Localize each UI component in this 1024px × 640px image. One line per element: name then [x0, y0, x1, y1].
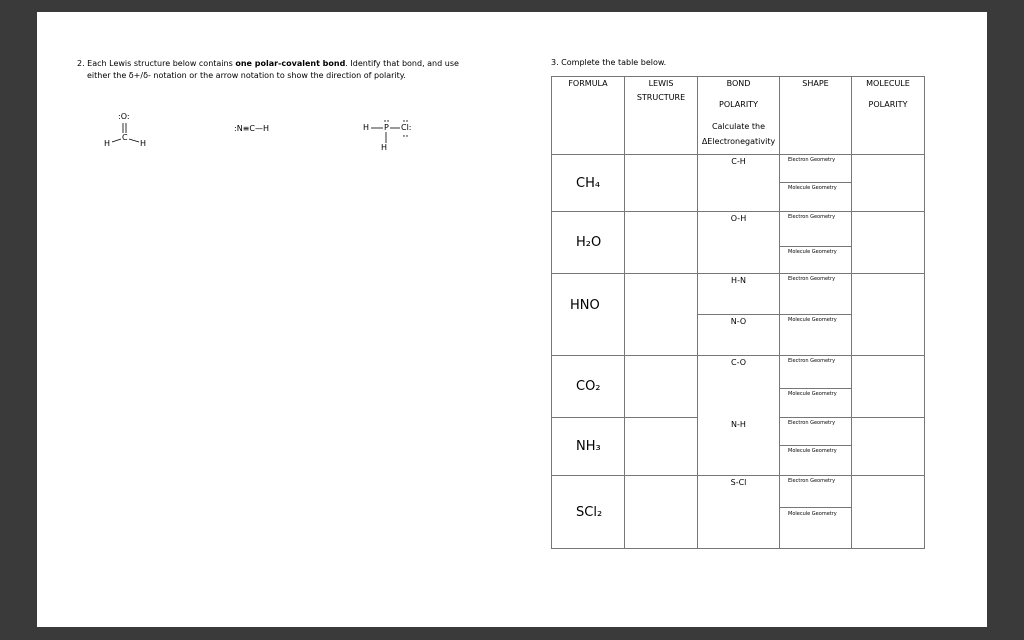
molecule-polarity-cell[interactable] [852, 274, 925, 356]
bond-polarity-cell[interactable] [698, 356, 780, 418]
molecule-geometry-label: Molecule Geometry [788, 317, 837, 323]
lewis-structure-cell[interactable] [625, 155, 698, 212]
electron-geometry-label: Electron Geometry [788, 214, 836, 220]
bond-label: O-H [730, 214, 747, 223]
hcn-formula: :N≡C—H [234, 124, 269, 133]
header-bond-polarity: BOND POLARITY Calculate the ΔElectronegativity [698, 77, 780, 155]
lewis-structure-hcn [234, 124, 294, 138]
bond-polarity-cell[interactable] [698, 274, 780, 356]
table-row [552, 155, 925, 212]
header-row [552, 77, 925, 155]
lewis-structure-cell[interactable] [625, 274, 698, 356]
bond-label: C-O [731, 358, 746, 367]
table-row [552, 356, 925, 418]
bond-label: S-Cl [730, 478, 747, 487]
lewis-structure-cell[interactable] [625, 356, 698, 418]
table-row [552, 418, 925, 476]
bond-label: N-O [730, 317, 747, 326]
hydrogen-atom: H [140, 139, 147, 148]
formula-cell: CO₂ [552, 356, 625, 418]
formula-cell: CH₄ [552, 155, 625, 212]
chlorine-atom: Cl: [401, 123, 412, 132]
header-lewis-structure: LEWIS STRUCTURE [625, 77, 698, 155]
molecule-polarity-cell[interactable] [852, 418, 925, 476]
table-row [552, 274, 925, 356]
bond-label: C-H [731, 157, 746, 166]
question-2 [77, 58, 497, 82]
lewis-structure-cell[interactable] [625, 476, 698, 549]
lewis-structure-formaldehyde [104, 112, 154, 152]
bond-lines [363, 120, 423, 154]
hydrogen-atom: H [363, 123, 370, 132]
table-row [552, 212, 925, 274]
polarity-table [551, 76, 925, 549]
oxygen-atom: :O: [118, 112, 130, 121]
bond-polarity-cell[interactable] [698, 418, 780, 476]
lewis-structure-phosphorus [363, 120, 423, 154]
table-row [552, 476, 925, 549]
formula-cell: NH₃ [552, 418, 625, 476]
bond-polarity-cell[interactable] [698, 476, 780, 549]
shape-cell[interactable] [780, 212, 852, 274]
hydrogen-atom: H [104, 139, 111, 148]
molecule-geometry-label: Molecule Geometry [788, 511, 837, 517]
lewis-structure-cell[interactable] [625, 418, 698, 476]
phosphorus-atom: P [384, 123, 389, 132]
header-shape: SHAPE [780, 77, 852, 155]
electron-geometry-label: Electron Geometry [788, 420, 836, 426]
electron-geometry-label: Electron Geometry [788, 478, 836, 484]
bond-label: N-H [731, 419, 746, 429]
molecule-geometry-label: Molecule Geometry [788, 249, 837, 255]
hydrogen-atom: H [381, 143, 388, 152]
q2-text-a: 2. Each Lewis structure below contains [77, 59, 236, 68]
bond-label: H-N [731, 276, 746, 285]
molecule-polarity-cell[interactable] [852, 476, 925, 549]
formula-cell: HNO [552, 274, 625, 356]
bond-lines [104, 112, 154, 152]
bond-polarity-cell[interactable] [698, 212, 780, 274]
shape-cell[interactable] [780, 356, 852, 418]
question-3-title: 3. Complete the table below. [551, 58, 667, 67]
molecule-geometry-label: Molecule Geometry [788, 391, 837, 397]
carbon-atom: C [122, 133, 128, 142]
bond-polarity-cell[interactable] [698, 155, 780, 212]
formula-cell: SCl₂ [552, 476, 625, 549]
electron-geometry-label: Electron Geometry [788, 358, 836, 364]
electron-geometry-label: Electron Geometry [788, 157, 836, 163]
q2-text-line2: either the δ+/δ- notation or the arrow notation to show the direction of polarity. [87, 71, 406, 80]
electron-geometry-label: Electron Geometry [788, 276, 836, 282]
shape-cell[interactable] [780, 155, 852, 212]
shape-cell[interactable] [780, 274, 852, 356]
shape-cell[interactable] [780, 418, 852, 476]
molecule-polarity-cell[interactable] [852, 356, 925, 418]
q2-text-bold: one polar-covalent bond [235, 59, 346, 68]
header-molecule-polarity: MOLECULE POLARITY [852, 77, 925, 155]
lewis-structure-cell[interactable] [625, 212, 698, 274]
formula-cell: H₂O [552, 212, 625, 274]
molecule-geometry-label: Molecule Geometry [788, 185, 837, 191]
molecule-polarity-cell[interactable] [852, 212, 925, 274]
molecule-geometry-label: Molecule Geometry [788, 448, 837, 454]
molecule-polarity-cell[interactable] [852, 155, 925, 212]
header-formula: FORMULA [552, 77, 625, 155]
shape-cell[interactable] [780, 476, 852, 549]
q2-text-b: . Identify that bond, and use [345, 59, 459, 68]
